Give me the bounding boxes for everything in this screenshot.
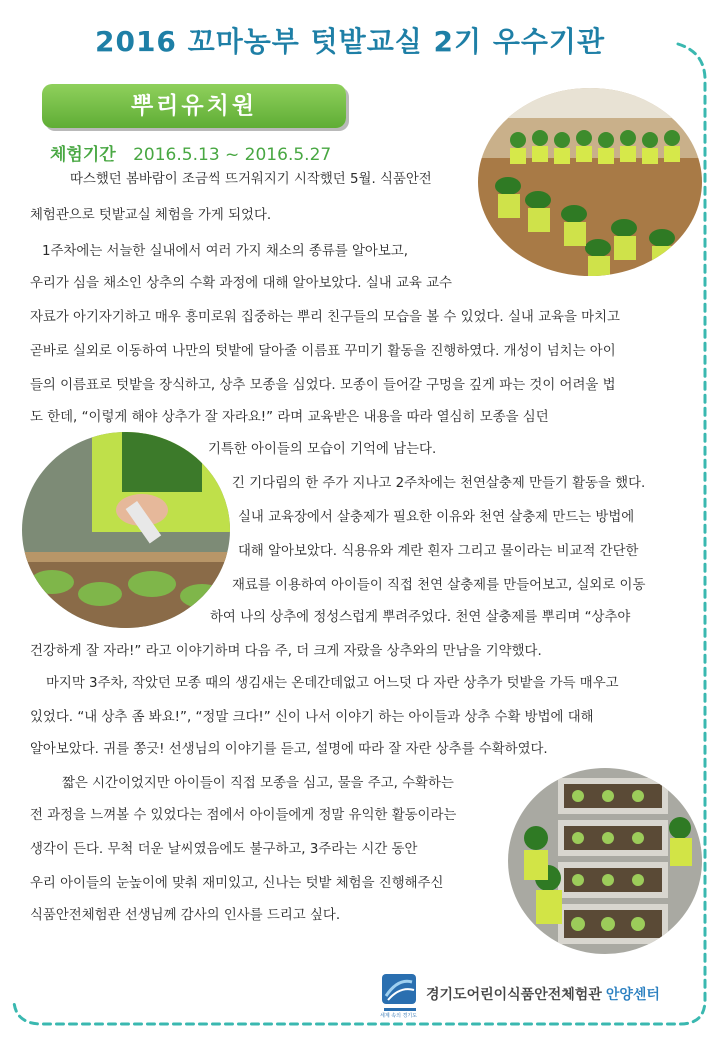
body-line: 1주차에는 서늘한 실내에서 여러 가지 채소의 종류를 알아보고,	[42, 244, 408, 259]
body-line: 도 한데, “이렇게 해야 상추가 잘 자라요!” 라며 교육받은 내용을 따라 열심히 모종을 심던	[30, 410, 549, 425]
body-line: 생각이 든다. 무척 더운 날씨였음에도 불구하고, 3주라는 시간 동안	[30, 842, 418, 857]
logo-mark-caption: 세계 속의 경기도	[380, 1013, 417, 1019]
body-line: 짧은 시간이었지만 아이들이 직접 모종을 심고, 물을 주고, 수확하는	[62, 776, 454, 791]
body-line: 재료를 이용하여 아이들이 직접 천연 살충제를 만들어보고, 실외로 이동	[232, 578, 646, 593]
organization-name	[426, 984, 660, 1004]
photo-spraying-lettuce	[22, 432, 230, 628]
center-name: 안양센터	[605, 987, 660, 1003]
body-line: 자료가 아기자기하고 매우 흥미로워 집중하는 뿌리 친구들의 모습을 볼 수 있었다. 실내 교육을 마치고	[30, 310, 620, 325]
photo-garden-harvest	[508, 768, 702, 954]
kindergarten-badge: 뿌리유치원	[42, 84, 346, 128]
body-line: 식품안전체험관 선생님께 감사의 인사를 드리고 싶다.	[30, 908, 341, 923]
body-line: 마지막 3주차, 작았던 모종 때의 생김새는 온데간데없고 어느덧 다 자란 상추가 텃밭을 가득 매우고	[46, 676, 619, 691]
footer-logo	[380, 972, 690, 1018]
period-value: 2016.5.13 ~ 2016.5.27	[133, 145, 332, 165]
body-line: 기특한 아이들의 모습이 기억에 남는다.	[208, 442, 437, 457]
body-line: 있었다. “내 상추 좀 봐요!”, “정말 크다!” 신이 나서 이야기 하는 아이들과 상추 수확 방법에 대해	[30, 710, 594, 725]
period-label: 체험기간	[50, 145, 116, 165]
body-line: 실내 교육장에서 살충제가 필요한 이유와 천연 살충제 만드는 방법에	[238, 510, 635, 525]
body-line: 따스했던 봄바람이 조금씩 뜨거워지기 시작했던 5월. 식품안전	[70, 172, 432, 187]
body-line: 건강하게 잘 자라!” 라고 이야기하며 다음 주, 더 크게 자랐을 상추와의 만남을 기약했다.	[30, 644, 542, 659]
body-line: 대해 알아보았다. 식용유와 계란 흰자 그리고 물이라는 비교적 간단한	[238, 544, 639, 559]
experience-period	[50, 140, 331, 165]
body-line: 우리 아이들의 눈높이에 맞춰 재미있고, 신나는 텃밭 체험을 진행해주신	[30, 876, 444, 891]
body-line: 곧바로 실외로 이동하여 나만의 텃밭에 달아줄 이름표 꾸미기 활동을 진행하였다. 개성이 넘치는 아이	[30, 344, 616, 359]
body-line: 알아보았다. 귀를 쫑긋! 선생님의 이야기를 듣고, 설명에 따라 잘 자란 상추를 수확하였다.	[30, 742, 548, 757]
photo-indoor-class	[478, 88, 702, 276]
body-line: 체험관으로 텃밭교실 체험을 가게 되었다.	[30, 208, 272, 223]
page-title: 2016 꼬마농부 텃밭교실 2기 우수기관	[94, 25, 606, 58]
body-line: 긴 기다림의 한 주가 지나고 2주차에는 천연살충제 만들기 활동을 했다.	[232, 476, 646, 491]
body-line: 하여 나의 상추에 정성스럽게 뿌려주었다. 천연 살충제를 뿌리며 “상추야	[210, 610, 631, 625]
body-line: 전 과정을 느껴볼 수 있었다는 점에서 아이들에게 정말 유익한 활동이라는	[30, 808, 457, 823]
body-line: 우리가 심을 채소인 상추의 수확 과정에 대해 알아보았다. 실내 교육 교수	[30, 276, 452, 291]
body-line: 들의 이름표로 텃밭을 장식하고, 상추 모종을 심었다. 모종이 들어갈 구멍을 깊게 파는 것이 어려울 법	[30, 378, 616, 393]
org-name: 경기도어린이식품안전체험관	[426, 987, 602, 1003]
